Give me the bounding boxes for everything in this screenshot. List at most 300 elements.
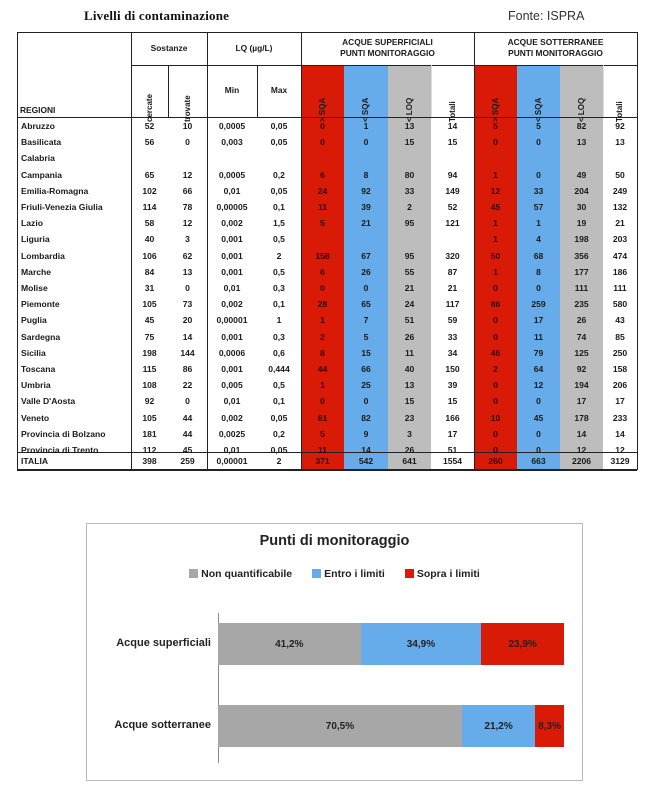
table-row-cell-max: 1 — [276, 315, 282, 326]
table-row-cell-sott-lt: 45 — [533, 412, 544, 423]
report-title: Livelli di contaminazione — [84, 8, 230, 23]
subheader-divider — [603, 65, 604, 117]
table-row-cell-trovate: 78 — [182, 202, 193, 212]
table-row-cell-sup-tot: 17 — [447, 428, 458, 439]
stacked-bar — [218, 705, 564, 747]
table-row-cell-sup-loq: 13 — [404, 380, 415, 391]
table-row-cell-sott-lt: 0 — [536, 445, 541, 455]
table-row-cell-min — [207, 150, 257, 166]
table-row-cell-sott-lt: 64 — [533, 364, 544, 374]
table-row-cell-region: Puglia — [21, 315, 47, 326]
table-row-cell-sup-tot: 320 — [445, 250, 460, 261]
table-row-cell-sup-tot: 94 — [447, 169, 458, 180]
table-row-cell-sup-gt: 6 — [320, 266, 325, 277]
legend-label: Non quantificabile — [201, 568, 293, 580]
table-row-cell-min: 0,01 — [223, 396, 241, 407]
table-row-cell-sup-gt: 28 — [317, 299, 328, 310]
table-row-cell-sup-lt: 8 — [363, 169, 369, 180]
table-row-cell-sott-tot: 17 — [615, 396, 625, 407]
table-row-cell-sott-loq: 194 — [574, 380, 589, 391]
table-row-cell-sup-loq: 55 — [404, 266, 415, 277]
table-row-cell-sott-loq: 92 — [576, 364, 587, 374]
table-row-cell-sup-gt: 5 — [320, 218, 325, 229]
table-row-cell-region: Emilia-Romagna — [21, 185, 89, 196]
legend-label: Entro i limiti — [324, 568, 385, 580]
table-row-cell-trovate: 44 — [182, 428, 193, 439]
table-row-cell-sup-tot: 59 — [447, 315, 458, 326]
bar-segment: 8,3% — [535, 705, 564, 747]
total-row-cell-sup-gt: 371 — [315, 456, 330, 466]
table-row-cell-max: 0,05 — [270, 412, 288, 423]
table-row-cell-cercate: 52 — [144, 121, 155, 131]
table-row-cell-max: 0,2 — [273, 169, 285, 180]
table-row-cell-min: 0,001 — [221, 331, 243, 342]
table-row-cell-min: 0,01 — [223, 185, 241, 196]
table-row-cell-sup-tot: 121 — [445, 218, 460, 229]
table-row-cell-sup-lt: 1 — [363, 121, 369, 131]
table-row-cell-sup-lt: 0 — [363, 137, 369, 148]
legend-item-1 — [312, 568, 385, 580]
table-row-cell-sott-loq — [560, 150, 603, 166]
table-row-cell-sup-gt: 6 — [320, 169, 325, 180]
table-row-cell-sott-lt: 57 — [533, 202, 544, 212]
table-row-cell-sott-gt — [474, 150, 517, 166]
table-row-cell-sup-loq: 24 — [404, 299, 415, 310]
table-row-cell-sup-lt: 5 — [363, 331, 369, 342]
table-row-cell-cercate: 65 — [144, 169, 155, 180]
table-row-cell-sott-loq: 49 — [576, 169, 587, 180]
table-row-cell-sup-loq: 51 — [404, 315, 415, 326]
table-row-cell-sup-lt: 82 — [361, 412, 371, 423]
table-row-cell-sup-loq: 33 — [404, 185, 415, 196]
table-row-cell-sott-tot: 250 — [612, 347, 628, 358]
gt-sqa-header: > SQA — [317, 97, 327, 122]
monitoring-chart — [86, 523, 583, 781]
table-row-cell-sott-gt: 5 — [493, 121, 498, 131]
table-row-cell-region: Friuli-Venezia Giulia — [21, 202, 103, 212]
table-row-cell-cercate: 75 — [144, 331, 155, 342]
table-row-cell-sup-lt: 26 — [361, 266, 371, 277]
table-row-cell-min: 0,01 — [223, 445, 241, 455]
table-row-cell-sup-tot: 34 — [447, 347, 458, 358]
table-row-cell-sup-tot: 33 — [447, 331, 458, 342]
table-row-cell-min: 0,001 — [221, 364, 243, 374]
table-row-cell-trovate: 0 — [185, 283, 190, 293]
table-row-cell-region: Molise — [21, 283, 48, 293]
table-row-cell-sott-lt: 8 — [536, 266, 541, 277]
table-row-cell-sup-tot: 21 — [447, 283, 458, 293]
table-row-cell-sott-gt: 0 — [493, 380, 498, 391]
trovate-header: trovate — [182, 95, 192, 122]
legend-swatch-icon — [405, 569, 414, 578]
table-row-cell-sott-loq: 26 — [576, 315, 587, 326]
table-row-cell-max: 0,5 — [273, 380, 285, 391]
total-row-cell-sott-loq: 2206 — [571, 456, 592, 466]
table-row-cell-trovate: 22 — [182, 380, 193, 391]
table-row-cell-cercate: 40 — [144, 234, 155, 245]
table-row-cell-region: Piemonte — [21, 299, 60, 310]
table-row-cell-sup-lt — [344, 150, 388, 166]
table-row-cell-min: 0,00001 — [216, 315, 248, 326]
cercate-header: cercate — [144, 93, 154, 122]
table-row-cell-sup-gt: 0 — [320, 137, 325, 148]
lt-sqa-header: < SQA — [361, 97, 370, 122]
table-border-bottom — [17, 469, 637, 471]
table-row-cell-min: 0,002 — [221, 218, 243, 229]
table-row-cell-max: 2 — [276, 250, 282, 261]
table-row-cell-region: Umbria — [21, 380, 51, 391]
table-row-cell-sup-lt: 66 — [361, 364, 371, 374]
table-row-cell-sup-lt: 65 — [361, 299, 371, 310]
table-row-cell-sott-gt: 86 — [490, 299, 501, 310]
table-row-cell-region: Sicilia — [21, 347, 46, 358]
sup-header-line2: PUNTI MONITORAGGIO — [340, 48, 435, 58]
table-row-cell-cercate: 105 — [142, 299, 157, 310]
category-label: Acque sotterranee — [114, 719, 211, 731]
table-row-cell-min: 0,0005 — [218, 169, 246, 180]
table-row-cell-sott-loq: 30 — [576, 202, 587, 212]
table-row-cell-sup-lt: 67 — [361, 250, 371, 261]
lt-loq-header: < LOQ — [576, 97, 586, 122]
table-row-cell-region: Toscana — [21, 364, 56, 374]
table-row-cell-sott-loq: 235 — [574, 299, 589, 310]
total-row-cell-cercate: 398 — [142, 456, 157, 466]
table-row-cell-sup-loq: 21 — [404, 283, 415, 293]
table-row-cell-sott-lt: 5 — [536, 121, 541, 131]
table-row-cell-sott-tot: 12 — [615, 445, 625, 455]
table-row-cell-sup-tot: 15 — [447, 137, 458, 148]
table-row-cell-sott-lt: 0 — [536, 169, 541, 180]
total-row-cell-sott-gt: 260 — [488, 456, 503, 466]
table-row-cell-sott-loq: 82 — [576, 121, 587, 131]
table-row-cell-trovate: 73 — [182, 299, 193, 310]
table-row-cell-sott-lt: 11 — [533, 331, 544, 342]
table-row-cell-sup-lt: 7 — [363, 315, 369, 326]
table-row-cell-region: Provincia di Bolzano — [21, 428, 106, 439]
legend-label: Sopra i limiti — [416, 568, 480, 580]
table-row-cell-sott-gt: 0 — [493, 315, 498, 326]
table-row-cell-cercate: 112 — [142, 445, 157, 455]
table-row-cell-sott-gt: 0 — [493, 137, 498, 148]
table-row-cell-sup-lt: 0 — [363, 283, 369, 293]
table-row-cell-sott-tot — [603, 150, 637, 166]
stacked-bar — [218, 623, 564, 665]
table-row-cell-sup-lt: 92 — [361, 185, 371, 196]
table-row-cell-sup-loq: 26 — [404, 445, 415, 455]
table-row-cell-sott-lt: 0 — [536, 283, 541, 293]
total-row-cell-sup-loq: 641 — [402, 456, 417, 466]
total-row-cell-sott-lt: 663 — [531, 456, 546, 466]
table-row-cell-cercate: 45 — [144, 315, 155, 326]
table-row-cell-sott-lt: 33 — [533, 185, 544, 196]
lt-loq-header: < LOQ — [404, 97, 414, 122]
totali-header: Totali — [615, 101, 624, 122]
table-row-cell-region: Lazio — [21, 218, 43, 229]
table-row-cell-max: 0,05 — [270, 121, 288, 131]
bar-segment: 70,5% — [218, 705, 462, 747]
table-row-cell-min: 0,001 — [221, 250, 243, 261]
table-row-cell-min: 0,001 — [221, 266, 243, 277]
table-row-cell-sup-gt: 61 — [317, 412, 328, 423]
table-row-cell-sup-lt: 21 — [361, 218, 371, 229]
table-row-cell-sup-gt: 0 — [320, 396, 325, 407]
table-row-cell-min: 0,0025 — [218, 428, 246, 439]
table-row-cell-max: 0,05 — [270, 185, 288, 196]
table-row-cell-sott-tot: 21 — [615, 218, 625, 229]
lq-header: LQ (µg/L) — [235, 43, 273, 53]
sostanze-header: Sostanze — [150, 43, 188, 53]
source-label: Fonte: ISPRA — [508, 9, 585, 23]
total-row-cell-sott-tot: 3129 — [610, 456, 630, 466]
table-row-cell-sup-gt: 8 — [320, 347, 325, 358]
table-row-cell-region: Basilicata — [21, 137, 62, 148]
table-row-cell-max: 0,5 — [273, 234, 285, 245]
table-row-cell-sott-gt: 0 — [493, 331, 498, 342]
total-row-cell-sup-lt: 542 — [358, 456, 374, 466]
table-row-cell-max: 0,3 — [273, 331, 285, 342]
table-row-cell-max: 0,05 — [270, 137, 288, 148]
table-row-cell-region: Valle D'Aosta — [21, 396, 76, 407]
table-row-cell-trovate: 86 — [182, 364, 193, 374]
table-row-cell-sott-tot: 92 — [615, 121, 625, 131]
table-border-top — [17, 32, 637, 33]
table-row-cell-trovate: 0 — [185, 137, 190, 148]
table-row-cell-cercate: 102 — [142, 185, 157, 196]
table-row-cell-sott-gt: 0 — [493, 283, 498, 293]
table-row-cell-sup-loq — [388, 231, 431, 247]
table-row-cell-region: Provincia di Trento — [21, 445, 99, 455]
table-row-cell-sott-gt: 2 — [493, 364, 498, 374]
table-row-cell-cercate — [131, 150, 168, 166]
table-row-cell-sup-tot: 166 — [445, 412, 460, 423]
table-row-cell-sup-lt: 14 — [361, 445, 371, 455]
table-row-cell-cercate: 108 — [142, 380, 157, 391]
total-row-cell-sup-tot: 1554 — [442, 456, 463, 466]
table-row-cell-sup-lt: 15 — [361, 347, 371, 358]
table-row-cell-max: 0,05 — [270, 445, 288, 455]
table-row-cell-sup-gt — [301, 150, 344, 166]
table-row-cell-sup-tot: 150 — [445, 364, 460, 374]
table-row-cell-max — [257, 150, 301, 166]
min-header: Min — [224, 85, 240, 95]
total-row-cell-min: 0,00001 — [216, 456, 248, 466]
table-row-cell-sott-lt: 68 — [533, 250, 544, 261]
table-row-cell-sott-loq: 14 — [576, 428, 587, 439]
table-row-cell-sott-loq: 111 — [574, 283, 589, 293]
table-row-cell-sott-loq: 17 — [576, 396, 587, 407]
table-row-cell-sott-lt: 12 — [533, 380, 544, 391]
table-row-cell-sup-lt: 0 — [363, 396, 369, 407]
regioni-header: REGIONI — [20, 105, 56, 115]
table-row-cell-region: Sardegna — [21, 331, 61, 342]
table-row-cell-trovate: 44 — [182, 412, 193, 423]
table-row-cell-region: Marche — [21, 266, 52, 277]
totali-header: Totali — [447, 101, 457, 122]
table-row-cell-sup-tot: 117 — [445, 299, 460, 310]
table-row-cell-sup-tot — [431, 150, 474, 166]
table-row-cell-cercate: 106 — [142, 250, 157, 261]
table-row-cell-sott-tot: 186 — [612, 266, 628, 277]
table-row-cell-min: 0,005 — [221, 380, 243, 391]
contamination-table — [17, 32, 637, 470]
table-row-cell-cercate: 198 — [142, 347, 157, 358]
table-row-cell-sup-gt: 11 — [317, 202, 328, 212]
table-row-cell-sott-loq: 74 — [576, 331, 587, 342]
table-row-cell-max: 0,5 — [273, 266, 285, 277]
table-row-cell-sott-tot: 203 — [612, 234, 628, 245]
table-row-cell-sott-lt: 79 — [533, 347, 544, 358]
bar-segment: 34,9% — [361, 623, 482, 665]
table-row-cell-region: Abruzzo — [21, 121, 55, 131]
table-row-cell-region: Calabria — [21, 153, 55, 164]
table-row-cell-sup-gt: 24 — [317, 185, 328, 196]
table-row-cell-trovate: 10 — [182, 121, 193, 131]
table-row-cell-sup-loq: 40 — [404, 364, 415, 374]
table-row-cell-sott-tot: 132 — [612, 202, 628, 212]
table-row-cell-sott-tot: 43 — [615, 315, 625, 326]
table-row-cell-sott-loq: 177 — [574, 266, 589, 277]
table-row-cell-sup-loq — [388, 150, 431, 166]
table-row-cell-trovate: 12 — [182, 218, 193, 229]
table-row-cell-trovate: 62 — [182, 250, 193, 261]
table-row-cell-cercate: 58 — [144, 218, 155, 229]
legend-item-2 — [405, 568, 480, 580]
table-row-cell-min: 0,002 — [221, 412, 243, 423]
table-row-cell-sott-tot: 474 — [612, 250, 628, 261]
table-row-cell-sott-tot: 580 — [612, 299, 628, 310]
table-row-cell-cercate: 92 — [144, 396, 155, 407]
table-row-cell-sup-tot: 14 — [447, 121, 458, 131]
table-row-cell-region: Campania — [21, 169, 63, 180]
table-row-cell-min: 0,01 — [223, 283, 241, 293]
total-row-cell-max: 2 — [276, 456, 282, 466]
table-row-cell-trovate: 12 — [182, 169, 193, 180]
table-row-cell-sup-lt: 39 — [361, 202, 371, 212]
table-row-cell-sott-tot: 14 — [615, 428, 625, 439]
lt-sqa-header: < SQA — [533, 97, 543, 122]
table-row-cell-sott-loq: 204 — [574, 185, 589, 196]
table-row-cell-sott-tot: 206 — [612, 380, 628, 391]
table-row-cell-sott-lt: 1 — [536, 218, 541, 229]
table-row-cell-sott-gt: 45 — [490, 202, 501, 212]
subheader-divider — [431, 65, 432, 117]
chart-legend — [87, 568, 582, 580]
table-row-cell-max: 1,5 — [273, 218, 285, 229]
table-row-cell-sott-tot: 233 — [612, 412, 628, 423]
table-row-cell-sup-loq: 26 — [404, 331, 415, 342]
table-row-cell-sott-gt: 10 — [490, 412, 501, 423]
column-divider — [637, 32, 638, 470]
table-row-cell-sott-gt: 1 — [493, 234, 498, 245]
table-row-cell-sott-loq: 125 — [574, 347, 589, 358]
table-row-cell-sup-loq: 15 — [404, 137, 415, 148]
table-row-cell-sup-gt: 11 — [317, 445, 328, 455]
table-row-cell-max: 0,6 — [273, 347, 285, 358]
table-row-cell-trovate: 0 — [185, 396, 190, 407]
table-row-cell-trovate: 13 — [182, 266, 193, 277]
table-row-cell-sott-gt: 0 — [493, 428, 498, 439]
table-row-cell-sup-loq: 15 — [404, 396, 415, 407]
table-row-cell-sup-loq: 95 — [404, 250, 415, 261]
table-row-cell-sott-gt: 0 — [493, 445, 498, 455]
table-row-cell-max: 0,444 — [268, 364, 290, 374]
legend-swatch-icon — [189, 569, 198, 578]
table-row-cell-sup-gt: 1 — [320, 315, 325, 326]
sup-header-line1: ACQUE SUPERFICIALI — [342, 37, 433, 47]
table-row-cell-sott-loq: 356 — [574, 250, 589, 261]
max-header: Max — [270, 85, 288, 95]
table-row-cell-max: 0,1 — [273, 299, 285, 310]
table-row-cell-min: 0,003 — [221, 137, 243, 148]
table-row-cell-sott-tot: 85 — [615, 331, 625, 342]
table-row-cell-min: 0,0005 — [218, 121, 246, 131]
table-row-cell-sup-tot: 51 — [447, 445, 458, 455]
table-row-cell-region: Veneto — [21, 412, 50, 423]
table-row-cell-max: 0,1 — [273, 396, 285, 407]
sott-header-line2: PUNTI MONITORAGGIO — [508, 48, 603, 58]
table-row-cell-sup-tot: 15 — [447, 396, 458, 407]
sott-header-line1: ACQUE SOTTERRANEE — [507, 37, 604, 47]
table-row-cell-max: 0,1 — [273, 202, 285, 212]
table-row-cell-sott-gt: 1 — [493, 266, 498, 277]
category-label: Acque superficiali — [116, 637, 211, 649]
table-row-cell-sott-tot: 50 — [615, 169, 625, 180]
table-row-cell-cercate: 181 — [142, 428, 157, 439]
bar-segment: 23,9% — [481, 623, 564, 665]
table-row-cell-sott-gt: 0 — [493, 396, 498, 407]
table-row-cell-sup-loq: 2 — [407, 202, 412, 212]
table-row-cell-sott-gt: 50 — [490, 250, 501, 261]
table-row-cell-sup-tot — [431, 231, 474, 247]
table-row-cell-sott-loq: 198 — [574, 234, 589, 245]
table-row-cell-trovate: 3 — [185, 234, 190, 245]
table-row-cell-min: 0,00005 — [216, 202, 248, 212]
table-row-cell-sott-lt — [517, 150, 560, 166]
table-row-cell-sup-gt: 2 — [320, 331, 325, 342]
table-row-cell-sott-lt: 259 — [531, 299, 546, 310]
total-row-cell-trovate: 259 — [180, 456, 195, 466]
table-row-cell-sup-loq: 3 — [407, 428, 412, 439]
bar-segment: 21,2% — [462, 705, 535, 747]
table-row-cell-sup-lt: 25 — [361, 380, 371, 391]
legend-item-0 — [189, 568, 292, 580]
table-row-cell-cercate: 105 — [142, 412, 157, 423]
total-row-cell-region: ITALIA — [21, 456, 49, 466]
table-row-cell-sott-tot: 249 — [612, 185, 628, 196]
table-row-cell-sott-tot: 111 — [613, 283, 627, 293]
table-row-cell-cercate: 115 — [142, 364, 157, 374]
table-row-cell-sott-lt: 4 — [536, 234, 541, 245]
table-row-cell-sott-gt: 12 — [490, 185, 501, 196]
table-row-cell-sott-lt: 0 — [536, 137, 541, 148]
table-row-cell-region: Liguria — [21, 234, 50, 245]
table-row-cell-sup-lt — [344, 231, 388, 247]
table-row-cell-sup-gt: 1 — [320, 380, 325, 391]
table-row-cell-sup-tot: 39 — [447, 380, 458, 391]
table-row-cell-sott-loq: 13 — [576, 137, 587, 148]
legend-swatch-icon — [312, 569, 321, 578]
table-row-cell-sott-loq: 12 — [576, 445, 587, 455]
table-row-cell-min: 0,002 — [221, 299, 243, 310]
table-row-cell-sott-loq: 178 — [574, 412, 589, 423]
table-row-cell-sup-lt: 9 — [363, 428, 369, 439]
table-row-cell-sup-tot: 52 — [447, 202, 458, 212]
table-row-cell-sup-gt: 0 — [320, 121, 325, 131]
table-row-cell-sup-gt — [301, 231, 344, 247]
table-row-cell-max: 0,2 — [273, 428, 285, 439]
table-row-cell-sott-lt: 0 — [536, 396, 541, 407]
table-row-cell-trovate: 66 — [182, 185, 193, 196]
